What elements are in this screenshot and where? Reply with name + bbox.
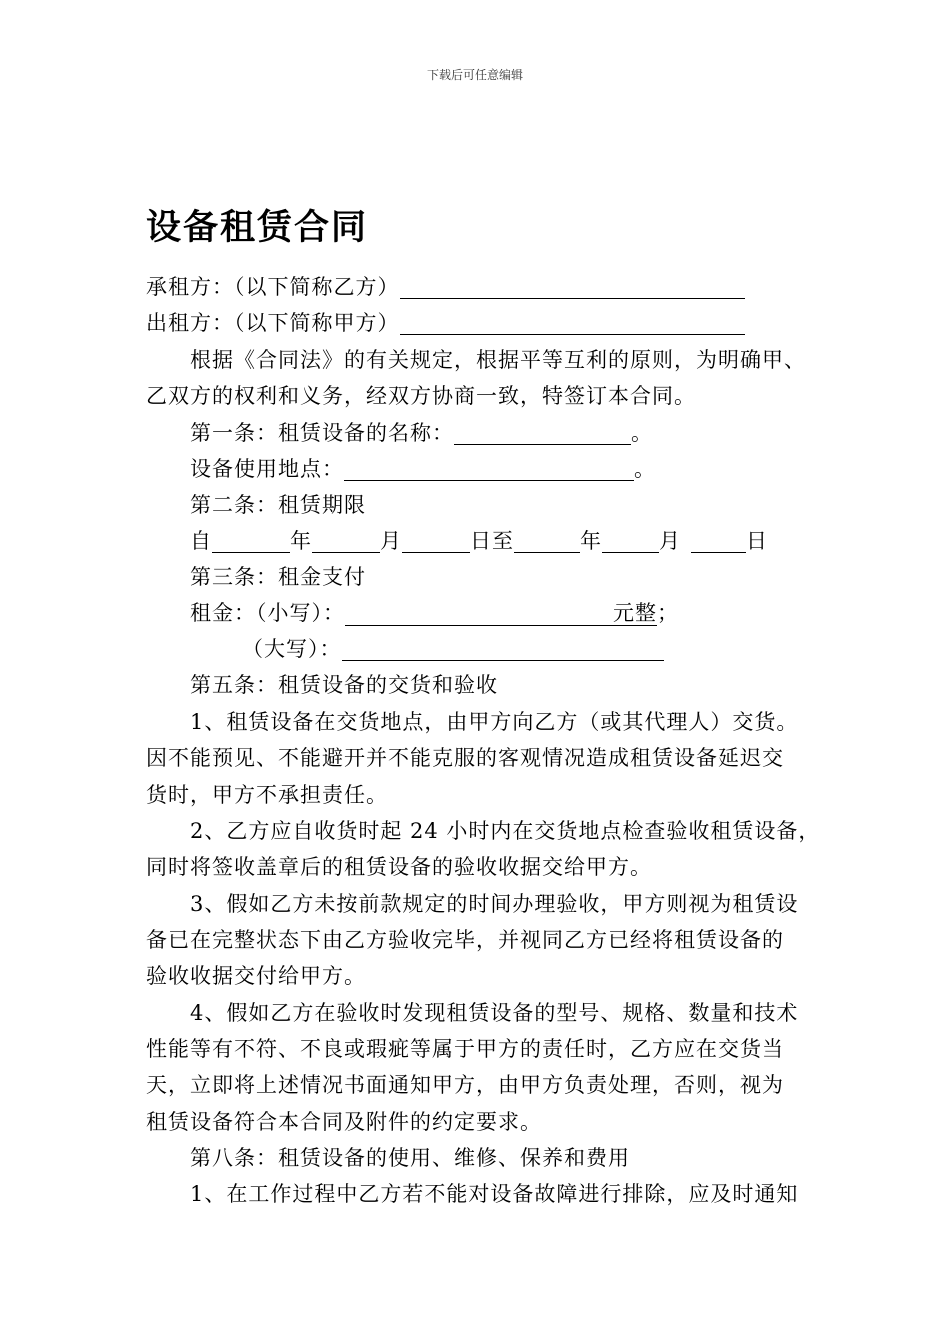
end-year-blank[interactable] <box>514 530 580 553</box>
equipment-name-blank[interactable] <box>454 422 631 445</box>
article3-heading: 第三条：租金支付 <box>190 565 366 589</box>
end-month-blank[interactable] <box>602 530 659 553</box>
rent-big-blank[interactable] <box>342 638 664 661</box>
article5-p4-line-4: 租赁设备符合本合同及附件的约定要求。 <box>146 1110 542 1134</box>
document-title: 设备租赁合同 <box>146 208 369 248</box>
term-year: 年 <box>290 529 312 553</box>
end-day-blank[interactable] <box>691 530 746 553</box>
lessor-blank[interactable] <box>400 312 745 335</box>
term-month2: 月 <box>659 529 681 553</box>
article8-heading: 第八条：租赁设备的使用、维修、保养和费用 <box>190 1146 630 1170</box>
article5-p2-line-2: 同时将签收盖章后的租赁设备的验收收据交给甲方。 <box>146 855 652 879</box>
article1-end: 。 <box>631 421 653 445</box>
article5-heading: 第五条：租赁设备的交货和验收 <box>190 673 498 697</box>
term-year2: 年 <box>580 529 602 553</box>
term-day-to: 日至 <box>470 529 514 553</box>
page-header-note: 下载后可任意编辑 <box>426 68 523 82</box>
article5-p4-line-2: 性能等有不符、不良或瑕疵等属于甲方的责任时，乙方应在交货当 <box>146 1037 784 1061</box>
article5-p3-line-1: 3、假如乙方未按前款规定的时间办理验收，甲方则视为租赁设 <box>190 892 799 916</box>
lessor-label: 出租方：（以下简称甲方） <box>146 311 400 335</box>
location-line <box>190 457 656 481</box>
term-from: 自 <box>190 529 212 553</box>
lessee-blank[interactable] <box>400 276 745 299</box>
article1-line <box>190 421 653 445</box>
preamble-line-2: 乙双方的权利和义务，经双方协商一致，特签订本合同。 <box>146 384 696 408</box>
location-end: 。 <box>634 457 656 481</box>
location-blank[interactable] <box>344 458 634 481</box>
start-day-blank[interactable] <box>402 530 470 553</box>
start-month-blank[interactable] <box>312 530 380 553</box>
rent-small-blank[interactable] <box>345 603 613 626</box>
lessee-label: 承租方：（以下简称乙方） <box>146 275 400 299</box>
article5-p1-line-2: 因不能预见、不能避开并不能克服的客观情况造成租赁设备延迟交 <box>146 746 784 770</box>
location-label: 设备使用地点： <box>190 457 344 481</box>
rent-small-line <box>190 601 679 626</box>
article5-p3-line-3: 验收收据交付给甲方。 <box>146 964 366 988</box>
article5-p4-line-3: 天，立即将上述情况书面通知甲方，由甲方负责处理，否则，视为 <box>146 1073 784 1097</box>
rent-semicolon: ； <box>657 601 679 625</box>
lessee-line <box>146 275 745 299</box>
article8-p1-line-1: 1、在工作过程中乙方若不能对设备故障进行排除，应及时通知 <box>190 1182 799 1206</box>
lease-term-line <box>190 529 768 553</box>
rent-big-label: （大写）： <box>242 637 342 661</box>
article5-p3-line-2: 备已在完整状态下由乙方验收完毕，并视同乙方已经将租赁设备的 <box>146 928 784 952</box>
article1-heading: 第一条：租赁设备的名称： <box>190 421 454 445</box>
term-month: 月 <box>380 529 402 553</box>
article5-p1-line-3: 货时，甲方不承担责任。 <box>146 783 388 807</box>
lessor-line <box>146 311 745 335</box>
rent-yuan: 元整 <box>613 601 657 625</box>
term-day2: 日 <box>746 529 768 553</box>
article5-p4-line-1: 4、假如乙方在验收时发现租赁设备的型号、规格、数量和技术 <box>190 1001 799 1025</box>
start-year-blank[interactable] <box>212 530 290 553</box>
rent-small-label: 租金：（小写）： <box>190 601 345 625</box>
article2-heading: 第二条：租赁期限 <box>190 493 366 517</box>
article5-p1-line-1: 1、租赁设备在交货地点，由甲方向乙方（或其代理人）交货。 <box>190 710 799 734</box>
article5-p2-line-1: 2、乙方应自收货时起 24 小时内在交货地点检查验收租赁设备， <box>190 819 821 843</box>
preamble-line-1: 根据《合同法》的有关规定，根据平等互利的原则，为明确甲、 <box>190 348 806 372</box>
rent-big-line <box>242 637 664 661</box>
